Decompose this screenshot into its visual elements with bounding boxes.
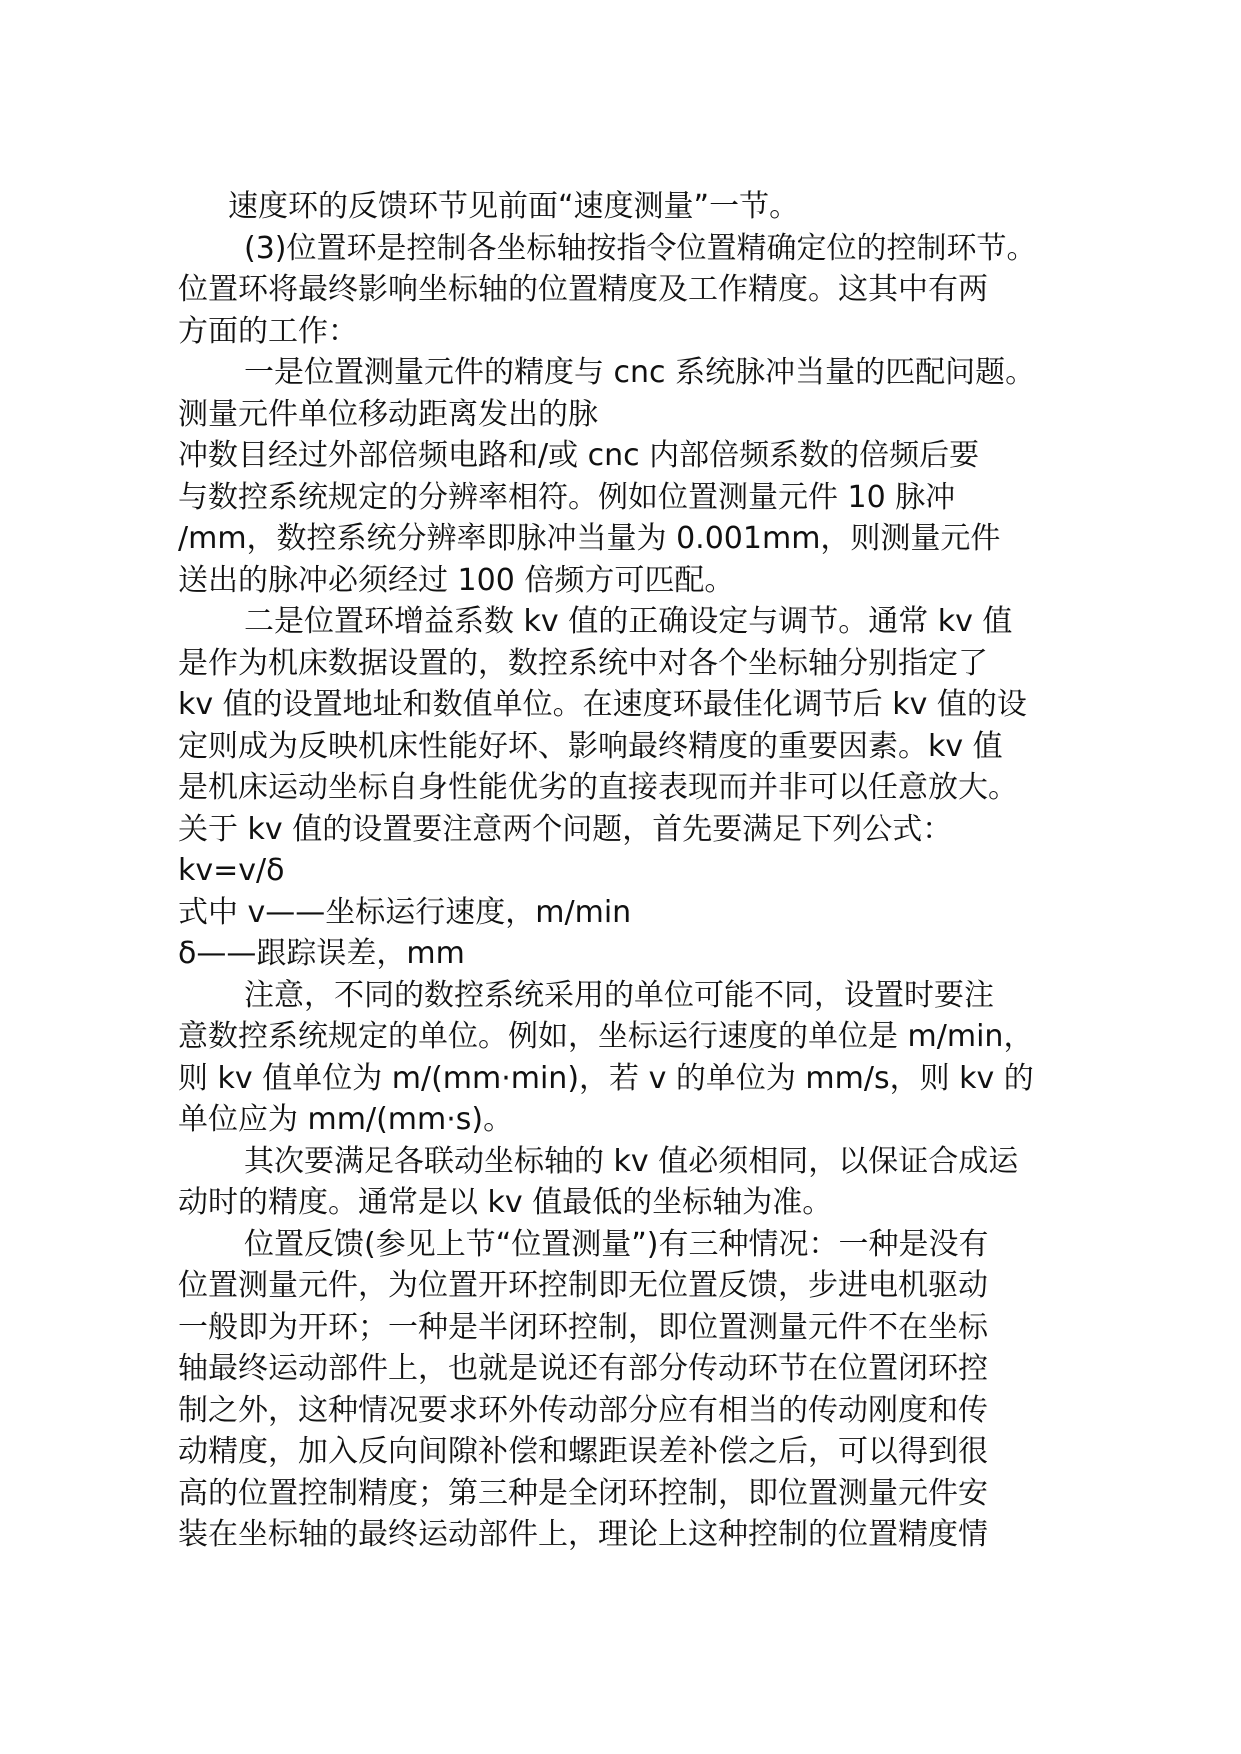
- text-line: (3)位置环是控制各坐标轴按指令位置精确定位的控制环节。: [244, 230, 1037, 266]
- text-line: 一是位置测量元件的精度与 cnc 系统脉冲当量的匹配问题。: [244, 355, 1036, 390]
- body-text: [178, 186, 1118, 1556]
- text-line: 方面的工作：: [178, 313, 358, 349]
- text-line: 一般即为开环；一种是半闭环控制，即位置测量元件不在坐标: [178, 1309, 988, 1345]
- text-line: 单位应为 mm/(mm·s)。: [178, 1102, 514, 1137]
- text-line: 注意，不同的数控系统采用的单位可能不同，设置时要注: [244, 977, 994, 1013]
- text-line: 轴最终运动部件上，也就是说还有部分传动环节在位置闭环控: [178, 1351, 988, 1386]
- text-line: 动精度，加入反向间隙补偿和螺距误差补偿之后，可以得到很: [178, 1434, 988, 1469]
- text-line: 式中 v——坐标运行速度，m/min: [178, 894, 632, 930]
- text-line: 速度环的反馈环节见前面“速度测量”一节。: [228, 189, 800, 224]
- text-line: 测量元件单位移动距离发出的脉: [178, 396, 598, 432]
- text-line: 冲数目经过外部倍频电路和/或 cnc 内部倍频系数的倍频后要: [178, 438, 980, 473]
- text-line: δ——跟踪误差，mm: [178, 936, 465, 971]
- text-line: 其次要满足各联动坐标轴的 kv 值必须相同，以保证合成运: [244, 1143, 1019, 1179]
- text-line: 位置反馈(参见上节“位置测量”)有三种情况：一种是没有: [244, 1226, 989, 1262]
- text-line: kv 值的设置地址和数值单位。在速度环最佳化调节后 kv 值的设: [178, 687, 1027, 722]
- text-line: /mm，数控系统分辨率即脉冲当量为 0.001mm，则测量元件: [178, 521, 1001, 556]
- text-line: 动时的精度。通常是以 kv 值最低的坐标轴为准。: [178, 1185, 833, 1220]
- text-line: 位置测量元件，为位置开环控制即无位置反馈，步进电机驱动: [178, 1268, 988, 1303]
- text-line: 是机床运动坐标自身性能优劣的直接表现而并非可以任意放大。: [178, 770, 1018, 805]
- text-line: 关于 kv 值的设置要注意两个问题，首先要满足下列公式：: [178, 811, 953, 847]
- text-line: 制之外，这种情况要求环外传动部分应有相当的传动刚度和传: [178, 1392, 988, 1428]
- text-line: 装在坐标轴的最终运动部件上，理论上这种控制的位置精度情: [178, 1517, 988, 1552]
- formula-line: kv=v/δ: [178, 853, 285, 888]
- text-line: 二是位置环增益系数 kv 值的正确设定与调节。通常 kv 值: [244, 604, 1013, 639]
- text-line: 与数控系统规定的分辨率相符。例如位置测量元件 10 脉冲: [178, 479, 956, 515]
- text-line: 是作为机床数据设置的，数控系统中对各个坐标轴分别指定了: [178, 645, 988, 681]
- text-line: 高的位置控制精度；第三种是全闭环控制，即位置测量元件安: [178, 1475, 988, 1511]
- text-line: 则 kv 值单位为 m/(mm·min)，若 v 的单位为 mm/s，则 kv 的: [178, 1060, 1034, 1096]
- text-line: 位置环将最终影响坐标轴的位置精度及工作精度。这其中有两: [178, 272, 988, 307]
- text-line: 送出的脉冲必须经过 100 倍频方可匹配。: [178, 562, 735, 598]
- text-line: 定则成为反映机床性能好坏、影响最终精度的重要因素。kv 值: [178, 728, 1003, 764]
- text-line: 意数控系统规定的单位。例如，坐标运行速度的单位是 m/min，: [178, 1019, 1034, 1054]
